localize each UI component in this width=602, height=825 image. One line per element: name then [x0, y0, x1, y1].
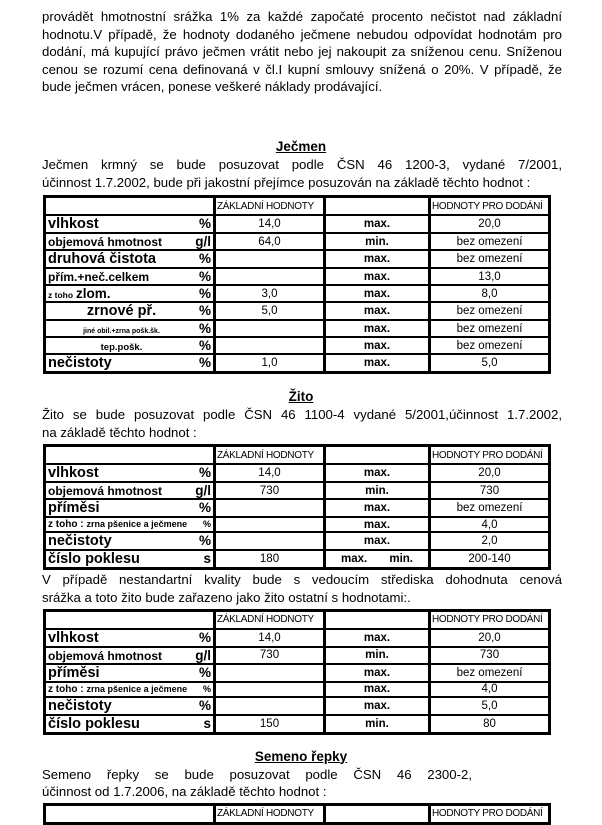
- unit-label: g/l: [195, 483, 211, 499]
- zito-ostatni-quality-table: [43, 609, 551, 735]
- unit-label: g/l: [195, 647, 211, 663]
- parameter-cell: [45, 664, 215, 682]
- limit-cell: max.: [325, 285, 430, 302]
- basic-values-header: ZÁKLADNÍ HODNOTY: [215, 197, 325, 216]
- table-row: [45, 532, 550, 550]
- parameter-label-wrap: [48, 216, 211, 232]
- parameter-label: přím.+neč.celkem: [48, 270, 150, 285]
- delivery-value-cell: bez omezení: [430, 664, 550, 682]
- parameter-label-wrap: [48, 321, 211, 336]
- parameter-cell: [45, 482, 215, 499]
- text-line: cenou se rozumí cena definovaná v čl.I kupní smlouvy snížená o 20%. V případě, že: [42, 61, 562, 77]
- delivery-value-cell: 5,0: [430, 354, 550, 373]
- basic-value-cell: 180: [215, 550, 325, 569]
- semeno-repky-paragraph: [42, 766, 472, 801]
- limit-cell: min.: [325, 715, 430, 734]
- parameter-label: druhová čistota: [48, 251, 156, 268]
- parameter-cell: [45, 464, 215, 482]
- limit-cell: max.: [325, 629, 430, 647]
- delivery-value-cell: 20,0: [430, 629, 550, 647]
- text-line: dodání, má kupující právo ječmen vrátit nebo jej nakoupit za sníženou cenu. Sníženou: [42, 44, 562, 60]
- basic-value-cell: [215, 517, 325, 532]
- delivery-values-header: HODNOTY PRO DODÁNÍ: [430, 446, 550, 465]
- parameter-label: tep.pošk.: [100, 342, 143, 354]
- delivery-value-cell: 80: [430, 715, 550, 734]
- limit-cell: max.: [325, 250, 430, 268]
- parameter-cell: [45, 354, 215, 373]
- heading-zito-text: Žito: [288, 389, 314, 405]
- basic-value-cell: [215, 268, 325, 285]
- text-line: provádět hmotnostní srážka 1% za každé započaté procento nečistot nad základní: [42, 9, 562, 24]
- header-blank-cell: [45, 197, 215, 216]
- parameter-label: číslo poklesu: [48, 715, 140, 732]
- limit-pair: [328, 553, 426, 565]
- table-row: [45, 499, 550, 517]
- delivery-value-cell: 20,0: [430, 464, 550, 482]
- basic-values-header: ZÁKLADNÍ HODNOTY: [215, 804, 325, 823]
- parameter-label-wrap: [48, 465, 211, 481]
- parameter-label-wrap: [48, 648, 211, 663]
- table-row: [45, 250, 550, 268]
- table-row: [45, 464, 550, 482]
- delivery-value-cell: 8,0: [430, 285, 550, 302]
- limit-label: max.: [341, 553, 368, 566]
- parameter-cell: [45, 302, 215, 320]
- zito-quality-table: [43, 444, 551, 570]
- zito-paragraph: [42, 406, 562, 441]
- parameter-cell: [45, 550, 215, 569]
- heading-zito: [0, 388, 602, 405]
- zito-note-paragraph: [42, 571, 562, 606]
- limit-cell: max.: [325, 354, 430, 373]
- header-blank-cell: [325, 610, 430, 629]
- limit-cell: max.: [325, 320, 430, 337]
- parameter-cell: [45, 517, 215, 532]
- limit-cell: max.: [325, 268, 430, 285]
- unit-label: %: [198, 303, 211, 319]
- parameter-label: vlhkost: [48, 216, 99, 233]
- basic-value-cell: 730: [215, 482, 325, 499]
- unit-label: %: [198, 697, 211, 713]
- delivery-value-cell: bez omezení: [430, 250, 550, 268]
- header-blank-cell: [45, 610, 215, 629]
- table-row: [45, 647, 550, 664]
- parameter-label-wrap: [48, 251, 211, 267]
- intro-paragraph: [42, 8, 562, 96]
- jecmen-paragraph: [42, 156, 562, 191]
- limit-cell: max.: [325, 664, 430, 682]
- parameter-label: číslo poklesu: [48, 551, 140, 568]
- header-blank-cell: [325, 804, 430, 823]
- header-blank-cell: [45, 446, 215, 465]
- delivery-values-header: HODNOTY PRO DODÁNÍ: [430, 804, 550, 823]
- unit-label: %: [198, 269, 211, 285]
- text-line: Ječmen krmný se bude posuzovat podle ČSN 46 1200-3, vydané 7/2001,: [42, 156, 562, 172]
- table-header-row: [45, 446, 550, 465]
- basic-value-cell: 1,0: [215, 354, 325, 373]
- unit-label: %: [198, 500, 211, 516]
- text-line: účinnost od 1.7.2006, na základě těchto hodnot :: [42, 784, 327, 800]
- parameter-label: zrna pšenice a ječmene: [86, 683, 188, 694]
- parameter-label: vlhkost: [48, 465, 99, 482]
- table-row: [45, 629, 550, 647]
- parameter-cell: [45, 715, 215, 734]
- basic-value-cell: [215, 682, 325, 697]
- limit-cell: min.: [325, 647, 430, 664]
- parameter-label: jiné obil.+zrna pošk.šk.: [83, 328, 160, 336]
- parameter-label-wrap: [48, 355, 211, 371]
- table-row: [45, 715, 550, 734]
- limit-cell: [325, 550, 430, 569]
- parameter-label-wrap: [48, 519, 211, 530]
- parameter-cell: [45, 499, 215, 517]
- delivery-value-cell: 730: [430, 482, 550, 499]
- delivery-value-cell: bez omezení: [430, 337, 550, 354]
- parameter-label-wrap: [48, 269, 211, 284]
- parameter-cell: [45, 647, 215, 664]
- table-row: [45, 337, 550, 354]
- basic-value-cell: 14,0: [215, 629, 325, 647]
- parameter-label: zrna pšenice a ječmene: [86, 519, 188, 530]
- parameter-cell: [45, 215, 215, 233]
- basic-value-cell: [215, 664, 325, 682]
- delivery-values-header: HODNOTY PRO DODÁNÍ: [430, 197, 550, 216]
- table-row: [45, 354, 550, 373]
- parameter-label: příměsi: [48, 664, 100, 681]
- unit-label: g/l: [195, 234, 211, 250]
- unit-label: %: [198, 321, 211, 337]
- table-row: [45, 482, 550, 499]
- delivery-value-cell: 2,0: [430, 532, 550, 550]
- parameter-label-wrap: [48, 483, 211, 498]
- parameter-cell: [45, 629, 215, 647]
- limit-cell: max.: [325, 697, 430, 715]
- unit-label: %: [202, 519, 211, 530]
- basic-values-header: ZÁKLADNÍ HODNOTY: [215, 446, 325, 465]
- limit-cell: max.: [325, 337, 430, 354]
- heading-semeno-repky-text: Semeno řepky: [254, 748, 348, 764]
- unit-label: %: [202, 683, 211, 694]
- text-line: bude ječmen vrácen, ponese veškeré náklady prodávající.: [42, 79, 383, 95]
- unit-label: %: [198, 251, 211, 267]
- parameter-cell: [45, 320, 215, 337]
- basic-value-cell: [215, 697, 325, 715]
- limit-cell: max.: [325, 215, 430, 233]
- semeno-repky-quality-table: [43, 803, 551, 825]
- parameter-prefix: z toho: [48, 290, 74, 301]
- basic-value-cell: [215, 337, 325, 354]
- delivery-value-cell: 13,0: [430, 268, 550, 285]
- delivery-value-cell: 4,0: [430, 682, 550, 697]
- parameter-label-wrap: [48, 698, 211, 714]
- basic-value-cell: 3,0: [215, 285, 325, 302]
- header-blank-cell: [325, 446, 430, 465]
- header-blank-cell: [45, 804, 215, 823]
- delivery-value-cell: bez omezení: [430, 320, 550, 337]
- delivery-values-header: HODNOTY PRO DODÁNÍ: [430, 610, 550, 629]
- parameter-label: vlhkost: [48, 629, 99, 646]
- basic-value-cell: 150: [215, 715, 325, 734]
- unit-label: %: [198, 629, 211, 645]
- limit-cell: max.: [325, 682, 430, 697]
- delivery-value-cell: bez omezení: [430, 499, 550, 517]
- limit-cell: max.: [325, 532, 430, 550]
- jecmen-quality-table: [43, 195, 551, 374]
- table-row: [45, 550, 550, 569]
- parameter-label-wrap: [48, 551, 211, 567]
- unit-label: %: [198, 338, 211, 354]
- limit-cell: min.: [325, 233, 430, 250]
- unit-label: %: [198, 355, 211, 371]
- unit-label: s: [203, 551, 211, 567]
- unit-label: %: [198, 216, 211, 232]
- limit-cell: max.: [325, 464, 430, 482]
- table-row: [45, 268, 550, 285]
- parameter-label-wrap: [48, 286, 211, 301]
- table-row: [45, 302, 550, 320]
- delivery-value-cell: 4,0: [430, 517, 550, 532]
- unit-label: %: [198, 533, 211, 549]
- table-row: [45, 682, 550, 697]
- text-line: Semeno řepky se bude posuzovat podle ČSN 46 2300-2,: [42, 766, 472, 782]
- header-blank-cell: [325, 197, 430, 216]
- parameter-cell: [45, 250, 215, 268]
- table-header-row: [45, 804, 550, 823]
- delivery-value-cell: bez omezení: [430, 302, 550, 320]
- text-line: hodnotu.V případě, že hodnoty dodaného ječmene nebudou odpovídat hodnotám pro: [42, 26, 562, 42]
- limit-cell: max.: [325, 517, 430, 532]
- unit-label: %: [198, 286, 211, 302]
- limit-cell: max.: [325, 499, 430, 517]
- parameter-label: zrnové př.: [86, 303, 157, 320]
- parameter-label: nečistoty: [48, 533, 112, 550]
- delivery-value-cell: 730: [430, 647, 550, 664]
- parameter-label-wrap: [48, 234, 211, 249]
- table-row: [45, 215, 550, 233]
- table-row: [45, 697, 550, 715]
- parameter-label-wrap: [48, 338, 211, 353]
- parameter-label-wrap: [48, 716, 211, 732]
- basic-value-cell: [215, 320, 325, 337]
- unit-label: s: [203, 715, 211, 731]
- parameter-label: zlom.: [76, 286, 111, 302]
- parameter-prefix: z toho :: [48, 683, 84, 695]
- delivery-value-cell: 200-140: [430, 550, 550, 569]
- parameter-cell: [45, 532, 215, 550]
- table-row: [45, 285, 550, 302]
- basic-value-cell: 64,0: [215, 233, 325, 250]
- parameter-label: objemová hmotnost: [48, 235, 163, 250]
- parameter-label-wrap: [48, 303, 211, 319]
- basic-value-cell: [215, 499, 325, 517]
- table-row: [45, 664, 550, 682]
- text-line: Žito se bude posuzovat podle ČSN 46 1100-4 vydané 5/2001,účinnost 1.7.2002,: [42, 407, 562, 423]
- parameter-cell: [45, 233, 215, 250]
- parameter-label: nečistoty: [48, 355, 112, 372]
- unit-label: %: [198, 664, 211, 680]
- parameter-cell: [45, 697, 215, 715]
- limit-cell: max.: [325, 302, 430, 320]
- table-row: [45, 517, 550, 532]
- heading-semeno-repky: [0, 748, 602, 765]
- delivery-value-cell: bez omezení: [430, 233, 550, 250]
- parameter-cell: [45, 682, 215, 697]
- parameter-label-wrap: [48, 500, 211, 516]
- parameter-cell: [45, 337, 215, 354]
- basic-value-cell: 730: [215, 647, 325, 664]
- parameter-prefix: z toho :: [48, 519, 84, 531]
- table-row: [45, 320, 550, 337]
- parameter-label: objemová hmotnost: [48, 648, 163, 663]
- basic-value-cell: 14,0: [215, 215, 325, 233]
- table-header-row: [45, 197, 550, 216]
- delivery-value-cell: 20,0: [430, 215, 550, 233]
- heading-jecmen: [0, 138, 602, 155]
- parameter-cell: [45, 268, 215, 285]
- text-line: účinnost 1.7.2002, bude při jakostní přejímce posuzován na základě těchto hodnot :: [42, 174, 531, 190]
- table-header-row: [45, 610, 550, 629]
- parameter-label-wrap: [48, 533, 211, 549]
- parameter-label-wrap: [48, 630, 211, 646]
- unit-label: %: [198, 465, 211, 481]
- basic-value-cell: 14,0: [215, 464, 325, 482]
- heading-jecmen-text: Ječmen: [275, 138, 327, 154]
- parameter-label: nečistoty: [48, 697, 112, 714]
- table-row: [45, 233, 550, 250]
- parameter-label: objemová hmotnost: [48, 484, 163, 499]
- text-line: na základě těchto hodnot :: [42, 424, 197, 440]
- parameter-label-wrap: [48, 665, 211, 681]
- basic-values-header: ZÁKLADNÍ HODNOTY: [215, 610, 325, 629]
- limit-label: min.: [389, 553, 413, 566]
- basic-value-cell: [215, 532, 325, 550]
- parameter-label: příměsi: [48, 500, 100, 517]
- parameter-label-wrap: [48, 684, 211, 695]
- parameter-cell: [45, 285, 215, 302]
- text-line: srážka a toto žito bude zařazeno jako žito ostatní s hodnotami:.: [42, 589, 411, 605]
- text-line: V případě nestandartní kvality bude s vedoucím střediska dohodnuta cenová: [42, 572, 562, 588]
- basic-value-cell: [215, 250, 325, 268]
- delivery-value-cell: 5,0: [430, 697, 550, 715]
- basic-value-cell: 5,0: [215, 302, 325, 320]
- limit-cell: min.: [325, 482, 430, 499]
